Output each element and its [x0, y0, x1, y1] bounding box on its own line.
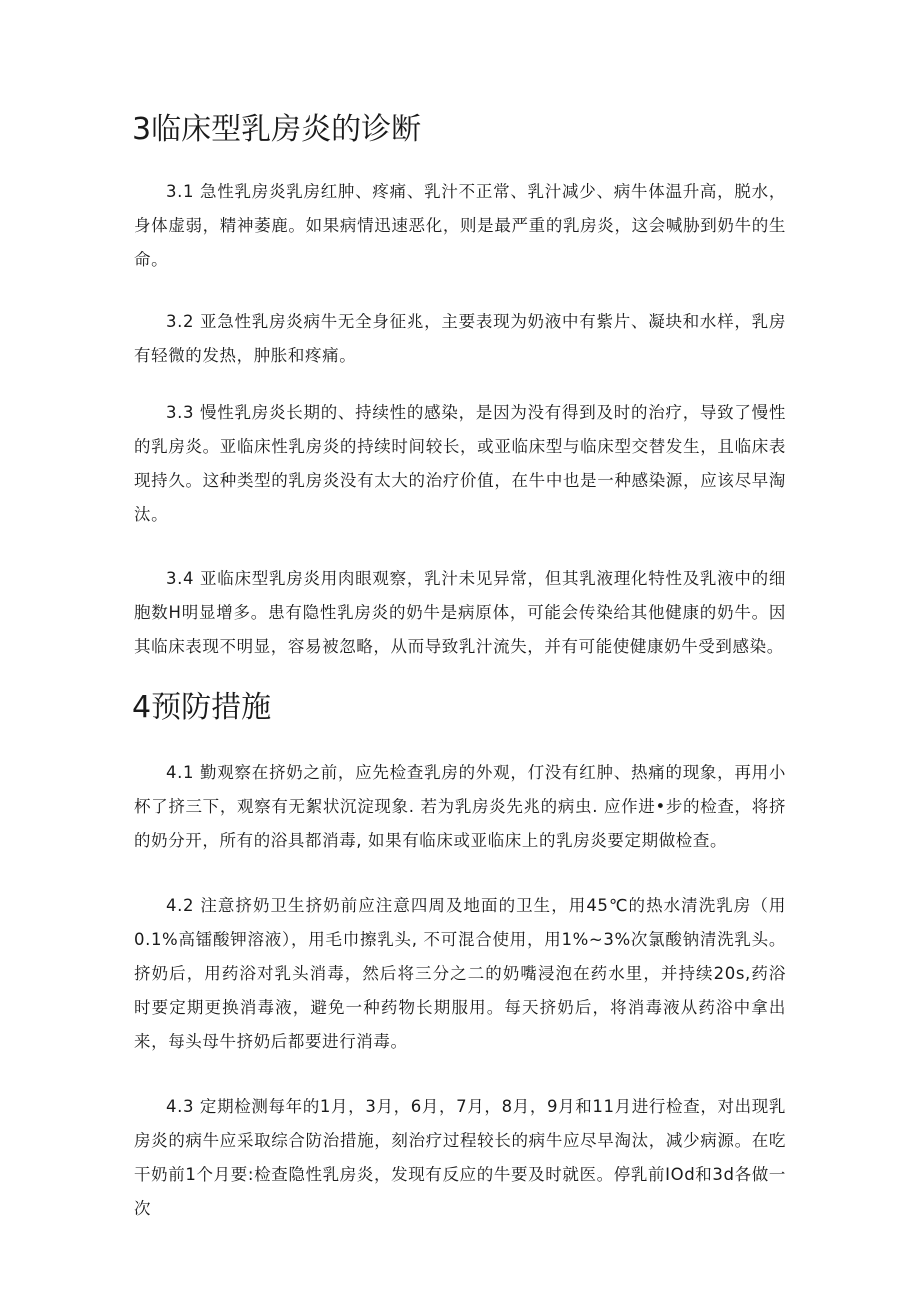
- section-heading-diagnosis: 3临床型乳房炎的诊断: [132, 112, 422, 147]
- paragraph-3-2: 3.2 亚急性乳房炎病牛无全身征兆，主要表现为奶液中有紫片、凝块和水样，乳房有轻微的发热，肿胀和疼痛。: [134, 312, 786, 365]
- paragraph-4-2: 4.2 注意挤奶卫生挤奶前应注意四周及地面的卫生，用45℃的热水清洗乳房（用0.1%高镭酸钾溶液），用毛巾擦乳头, 不可混合使用，用1%~3%次氯酸钠清洗乳头。挤奶后，用药浴对乳头消毒，然后将三分之二的奶嘴浸泡在药水里，并持续20s,药浴时要定期更换消毒液，避免一种药物长期服用。每天挤奶后，将消毒液从药浴中拿出来，每头母牛挤奶后都要进行消毒。: [134, 896, 786, 1051]
- section-heading-prevention: 4预防措施: [132, 690, 272, 725]
- paragraph-3-3: 3.3 慢性乳房炎长期的、持续性的感染，是因为没有得到及时的治疗，导致了慢性的乳房炎。亚临床性乳房炎的持续时间较长，或亚临床型与临床型交替发生，且临床表现持久。这种类型的乳房炎没有太大的治疗价值，在牛中也是一种感染源，应该尽早淘汰。: [134, 403, 786, 524]
- paragraph-3-4: 3.4 亚临床型乳房炎用肉眼观察，乳汁未见异常，但其乳液理化特性及乳液中的细胞数H明显增多。患有隐性乳房炎的奶牛是病原体，可能会传染给其他健康的奶牛。因其临床表现不明显，容易被忽略，从而导致乳汁流失，并有可能使健康奶牛受到感染。: [134, 569, 786, 656]
- paragraph-4-1: 4.1 勤观察在挤奶之前，应先检查乳房的外观，仃没有红肿、热痛的现象，再用小杯了挤三下，观察有无絮状沉淀现象. 若为乳房炎先兆的病虫. 应作进•步的检查，将挤的奶分开，所有的浴具都消毒, 如果有临床或亚临床上的乳房炎要定期做检查。: [134, 763, 786, 850]
- paragraph-4-3: 4.3 定期检测每年的1月，3月，6月，7月，8月，9月和11月进行检查，对出现乳房炎的病牛应采取综合防治措施，刻治疗过程较长的病牛应尽早淘汰，减少病源。在吃干奶前1个月要:检查隐性乳房炎，发现有反应的牛要及时就医。停乳前IOd和3d各做一次: [134, 1097, 786, 1218]
- paragraph-3-1: 3.1 急性乳房炎乳房红肿、疼痛、乳汁不正常、乳汁减少、病牛体温升高，脱水，身体虚弱，精神萎鹿。如果病情迅速恶化，则是最严重的乳房炎，这会喊胁到奶牛的生命。: [134, 182, 786, 269]
